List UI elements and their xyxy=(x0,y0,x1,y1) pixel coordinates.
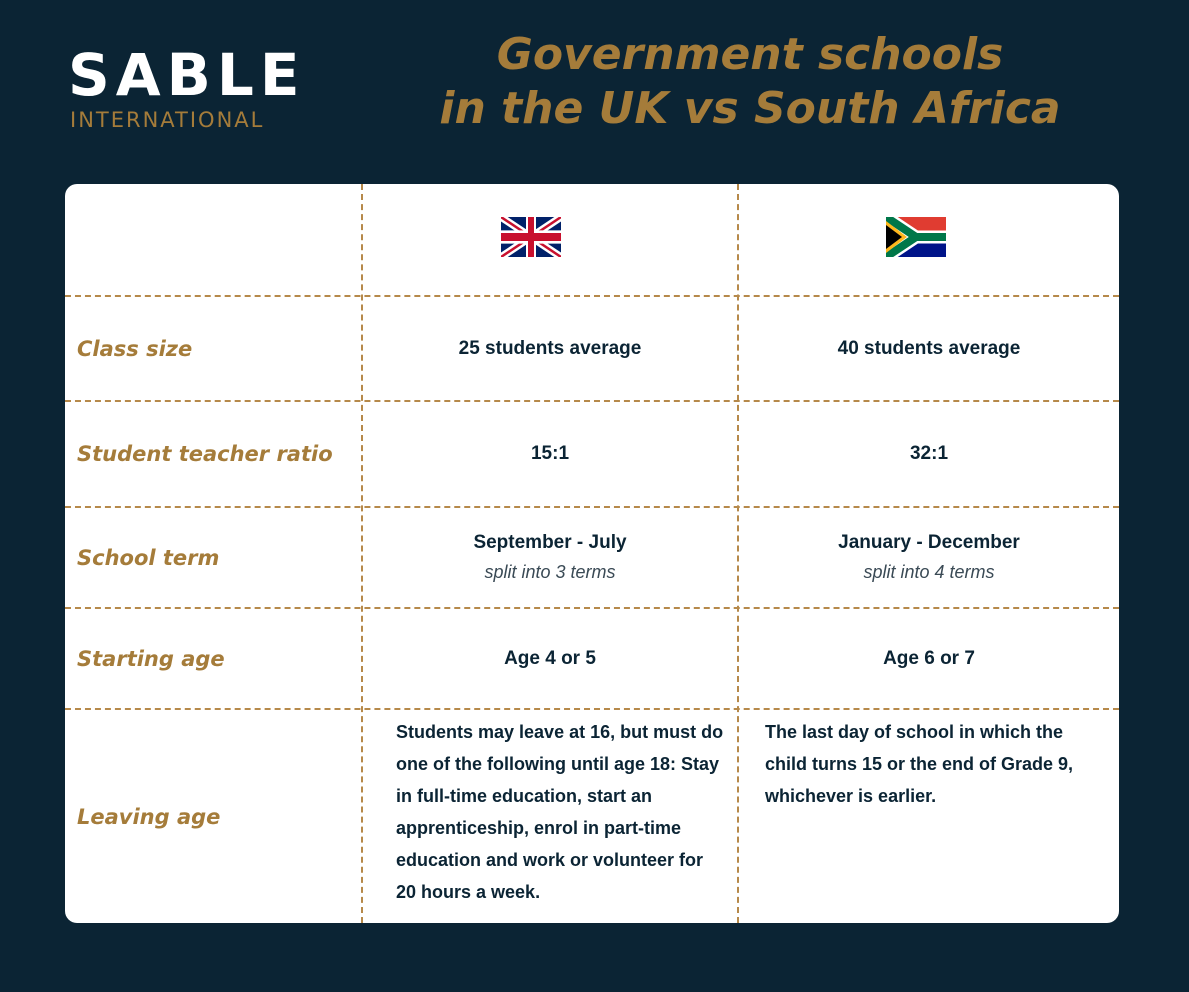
sa-term-value: January - December xyxy=(838,532,1020,553)
sa-ratio xyxy=(739,402,1119,506)
comparison-table xyxy=(65,184,1119,923)
sa-term-note: split into 4 terms xyxy=(863,562,995,582)
sa-starting-age xyxy=(739,609,1119,708)
title-line-1: Government schools xyxy=(496,29,1004,80)
sa-school-term xyxy=(739,508,1119,607)
south-africa-flag-icon xyxy=(886,217,946,257)
label-student-teacher-ratio: Student teacher ratio xyxy=(77,442,333,466)
uk-school-term xyxy=(363,508,737,607)
page-title xyxy=(400,28,1100,136)
uk-flag-icon xyxy=(501,217,561,257)
sa-starting-age-value: Age 6 or 7 xyxy=(883,647,975,669)
uk-term-value: September - July xyxy=(473,532,627,553)
uk-starting-age-value: Age 4 or 5 xyxy=(504,647,596,669)
sa-class-size-value: 40 students average xyxy=(837,337,1021,359)
sa-class-size xyxy=(739,297,1119,400)
label-leaving-age: Leaving age xyxy=(77,804,221,829)
uk-starting-age xyxy=(363,609,737,708)
label-starting-age: Starting age xyxy=(77,646,225,671)
label-school-term: School term xyxy=(77,545,220,570)
sa-ratio-value: 32:1 xyxy=(909,443,949,464)
logo-tagline: INTERNATIONAL xyxy=(70,108,265,132)
sa-leaving-age-text: The last day of school in which the child turns 15 or the end of Grade 9, whichever is earlier. xyxy=(765,722,1074,806)
uk-ratio xyxy=(363,402,737,506)
title-line-2: in the UK vs South Africa xyxy=(439,83,1061,134)
logo-name: SABLE xyxy=(68,41,306,109)
uk-class-size xyxy=(363,297,737,400)
uk-ratio-value: 15:1 xyxy=(530,443,570,464)
sable-logo xyxy=(68,42,305,132)
uk-class-size-value: 25 students average xyxy=(458,337,642,359)
uk-leaving-age-text: Students may leave at 16, but must do one of the following until age 18: Stay in full-time education, start an apprenticeship, enrol in part-time education and work or volunteer for 20 hours a week. xyxy=(396,722,724,902)
uk-term-note: split into 3 terms xyxy=(484,562,616,582)
label-class-size: Class size xyxy=(77,336,193,361)
